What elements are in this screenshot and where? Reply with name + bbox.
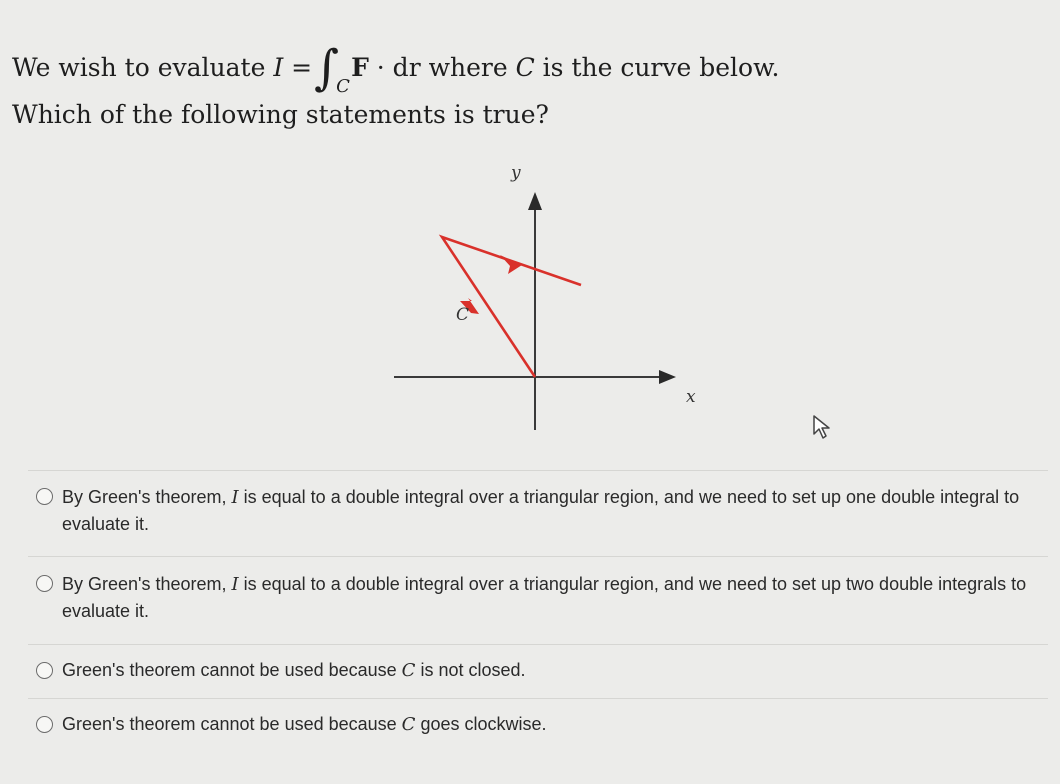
option-var: C bbox=[401, 660, 416, 681]
curve-label: C bbox=[456, 305, 470, 325]
option-text-pre: Green's theorem cannot be used because bbox=[62, 660, 402, 680]
x-axis-arrow-icon bbox=[659, 370, 676, 384]
curve-direction-arrow-icon bbox=[500, 255, 522, 274]
option-1[interactable] bbox=[28, 470, 1048, 557]
radio-button[interactable] bbox=[36, 488, 53, 505]
option-text-post: is not closed. bbox=[415, 660, 526, 680]
mouse-pointer-icon bbox=[812, 414, 834, 440]
option-3[interactable] bbox=[28, 644, 1048, 699]
question-line-1 bbox=[12, 36, 780, 97]
option-text bbox=[62, 484, 1038, 537]
var-c: C bbox=[515, 53, 535, 82]
option-text-pre: By Green's theorem, bbox=[62, 574, 232, 594]
option-text bbox=[62, 711, 1038, 738]
option-text-post: goes clockwise. bbox=[415, 714, 547, 734]
equals-sign: = bbox=[283, 53, 313, 82]
option-text-post: is equal to a double integral over a triangular region, and we need to set up one double integral to evaluate it. bbox=[62, 487, 1020, 534]
curve-figure bbox=[380, 150, 740, 440]
question-suffix: is the curve below. bbox=[534, 53, 780, 82]
option-var: C bbox=[401, 714, 416, 735]
option-text-pre: Green's theorem cannot be used because bbox=[62, 714, 402, 734]
question-where: where bbox=[420, 53, 516, 82]
y-axis-arrow-icon bbox=[528, 192, 542, 210]
integral-subscript: C bbox=[336, 76, 350, 97]
y-axis bbox=[528, 192, 542, 430]
option-var: I bbox=[231, 574, 239, 595]
question-prefix: We wish to evaluate bbox=[12, 53, 274, 82]
question-line-2: Which of the following statements is true? bbox=[12, 100, 549, 129]
radio-button[interactable] bbox=[36, 716, 53, 733]
option-text-post: is equal to a double integral over a triangular region, and we need to set up two double integrals to evaluate it. bbox=[62, 574, 1027, 621]
y-axis-label: y bbox=[511, 163, 521, 183]
radio-button[interactable] bbox=[36, 662, 53, 679]
option-4[interactable] bbox=[28, 698, 1048, 755]
vector-field: F bbox=[351, 53, 369, 82]
radio-button[interactable] bbox=[36, 575, 53, 592]
x-axis-label: x bbox=[686, 387, 696, 407]
line-integral-icon bbox=[314, 40, 350, 97]
option-2[interactable] bbox=[28, 556, 1048, 645]
option-text bbox=[62, 571, 1038, 624]
integral-symbol: ∫ bbox=[314, 40, 340, 96]
dot-dr: · dr bbox=[368, 53, 421, 82]
option-var: I bbox=[231, 487, 239, 508]
option-text-pre: By Green's theorem, bbox=[62, 487, 232, 507]
var-i: I bbox=[273, 53, 284, 82]
option-text bbox=[62, 657, 1038, 684]
